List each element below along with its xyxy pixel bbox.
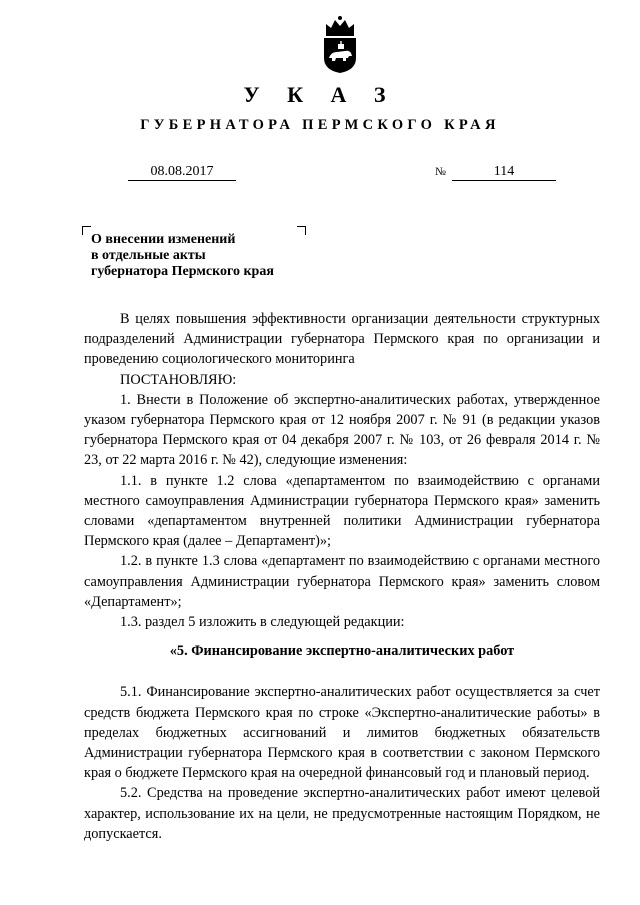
clause-5-1: 5.1. Финансирование экспертно-аналитических работ осуществляется за счет средств бюджета Пермского края по строке «Экспертно-аналитические работы» в пределах бюджетных ассигнований и лимитов бюджетных обязательств Администрации губернатора Пермского края в соответствии с законом Пермского края о бюджете Пермского края на очередной финансовый год и плановый период. [84,684,600,782]
subject-line: О внесении изменений [91,232,236,247]
subject-line: губернатора Пермского края [91,264,274,279]
number-sign: № [435,166,446,178]
section-heading: «5. Финансирование экспертно-аналитических работ [169,643,515,660]
clause-1-2: 1.2. в пункте 1.3 слова «департамент по взаимодействию с органами местного самоуправления Администрации губернатора Пермского края» заменить словом «Департамент»; [84,553,600,610]
perm-krai-coat-of-arms-icon [318,14,362,74]
clause-5-2: 5.2. Средства на проведение экспертно-аналитических работ имеют целевой характер, использование их на цели, не предусмотренные настоящим Порядком, не допускается. [84,785,600,842]
clause-1-1: 1.1. в пункте 1.2 слова «департаментом по взаимодействию с органами местного самоуправления Администрации губернатора Пермского края» заменить словами «департаментом внутренней политики Администрации губернатора Пермского края (далее – Департамент)»; [84,472,600,550]
issuer-title: ГУБЕРНАТОРА ПЕРМСКОГО КРАЯ [140,117,500,133]
document-type-title: У К А З [243,82,397,107]
clause-1: 1. Внести в Положение об экспертно-аналитических работах, утвержденное указом губернатора Пермского края от 12 ноября 2007 г. № 91 (в редакции указов губернатора Пермского края от 04 декабря 2007 г. № 103, от 26 февраля 2014 г. № 23, от 22 марта 2016 г. № 42), следующие изменения: [84,391,600,469]
document-date: 08.08.2017 [128,164,236,181]
decree-word: ПОСТАНОВЛЯЮ: [120,371,237,388]
subject-line: в отдельные акты [91,248,206,263]
subject-corner-left [82,226,91,235]
document-number: 114 [452,164,556,181]
document-body [84,309,600,844]
document-subject [91,232,274,280]
subject-corner-right [297,226,306,235]
preamble-paragraph: В целях повышения эффективности организации деятельности структурных подразделений Администрации губернатора Пермского края по организации и проведению социологического мониторинга [84,311,600,368]
clause-1-3: 1.3. раздел 5 изложить в следующей редакции: [120,614,405,631]
